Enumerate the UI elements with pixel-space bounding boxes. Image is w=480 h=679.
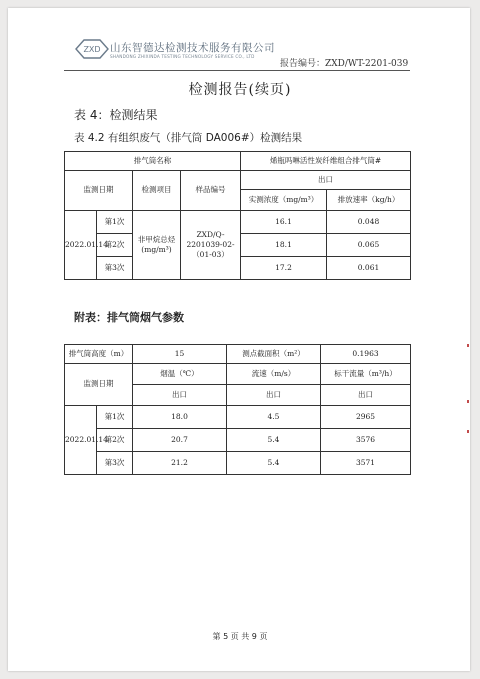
section-area-value: 0.1963 xyxy=(321,345,411,364)
edge-mark xyxy=(467,344,469,347)
header-outlet: 出口 xyxy=(321,385,411,406)
header-outlet: 出口 xyxy=(241,171,411,190)
header-divider xyxy=(64,70,410,71)
appendix-title: 附表：排气筒烟气参数 xyxy=(74,311,184,324)
cell-flow: 2965 xyxy=(321,406,411,429)
stack-height-value: 15 xyxy=(133,345,227,364)
edge-mark xyxy=(467,400,469,403)
cell-rate: 0.048 xyxy=(327,211,411,234)
cell-concentration: 18.1 xyxy=(241,234,327,257)
header-rate: 排放速率（kg/h） xyxy=(327,190,411,211)
cell-rate: 0.065 xyxy=(327,234,411,257)
results-table xyxy=(64,151,411,280)
row-label: 第1次 xyxy=(97,406,133,429)
section-title: 表 4：检测结果 xyxy=(74,108,158,122)
company-name-en: SHANDONG ZHIXINDA TESTING TECHNOLOGY SERVICE CO., LTD xyxy=(110,54,255,59)
header-date: 监测日期 xyxy=(65,171,133,211)
header-date: 监测日期 xyxy=(65,364,133,406)
company-logo-icon xyxy=(72,38,112,60)
cell-rate: 0.061 xyxy=(327,257,411,280)
table-caption: 表 4.2 有组织废气（排气筒 DA006#）检测结果 xyxy=(74,132,303,144)
header-concentration: 实测浓度（mg/m³） xyxy=(241,190,327,211)
row-label: 第3次 xyxy=(97,257,133,280)
cell-velocity: 5.4 xyxy=(227,452,321,475)
cell-temperature: 18.0 xyxy=(133,406,227,429)
header-velocity: 流速（m/s） xyxy=(227,364,321,385)
cell-flow: 3576 xyxy=(321,429,411,452)
cell-sample: ZXD/Q-2201039-02-（01-03） xyxy=(181,211,241,280)
cell-item: 非甲烷总烃(mg/m³) xyxy=(133,211,181,280)
cell-date: 2022.01.14 xyxy=(65,406,97,475)
flue-gas-table xyxy=(64,344,411,475)
page-number: 第 5 页 共 9 页 xyxy=(212,632,268,641)
stack-height-label: 排气筒高度（m） xyxy=(65,345,133,364)
page-title: 检测报告(续页) xyxy=(188,82,292,98)
cell-temperature: 21.2 xyxy=(133,452,227,475)
row-label: 第1次 xyxy=(97,211,133,234)
cell-velocity: 4.5 xyxy=(227,406,321,429)
row-label: 第2次 xyxy=(97,429,133,452)
stack-name-label: 排气筒名称 xyxy=(65,152,241,171)
cell-date: 2022.01.14 xyxy=(65,211,97,280)
row-label: 第2次 xyxy=(97,234,133,257)
svg-text:ZXD: ZXD xyxy=(83,45,101,54)
cell-concentration: 16.1 xyxy=(241,211,327,234)
row-label: 第3次 xyxy=(97,452,133,475)
edge-mark xyxy=(467,430,469,433)
header-outlet: 出口 xyxy=(133,385,227,406)
header-temperature: 烟温（℃） xyxy=(133,364,227,385)
company-name: 山东智德达检测技术服务有限公司 xyxy=(110,42,275,54)
stack-name-value: 烯瓶吗啉活性炭纤维组合排气筒# xyxy=(241,152,411,171)
section-area-label: 测点截面积（m²） xyxy=(227,345,321,364)
cell-concentration: 17.2 xyxy=(241,257,327,280)
report-number: 报告编号：ZXD/WT-2201-039 xyxy=(280,59,409,69)
header-flow: 标干流量（m³/h） xyxy=(321,364,411,385)
header-sample: 样品编号 xyxy=(181,171,241,211)
cell-velocity: 5.4 xyxy=(227,429,321,452)
cell-flow: 3571 xyxy=(321,452,411,475)
cell-temperature: 20.7 xyxy=(133,429,227,452)
header-outlet: 出口 xyxy=(227,385,321,406)
header-item: 检测项目 xyxy=(133,171,181,211)
